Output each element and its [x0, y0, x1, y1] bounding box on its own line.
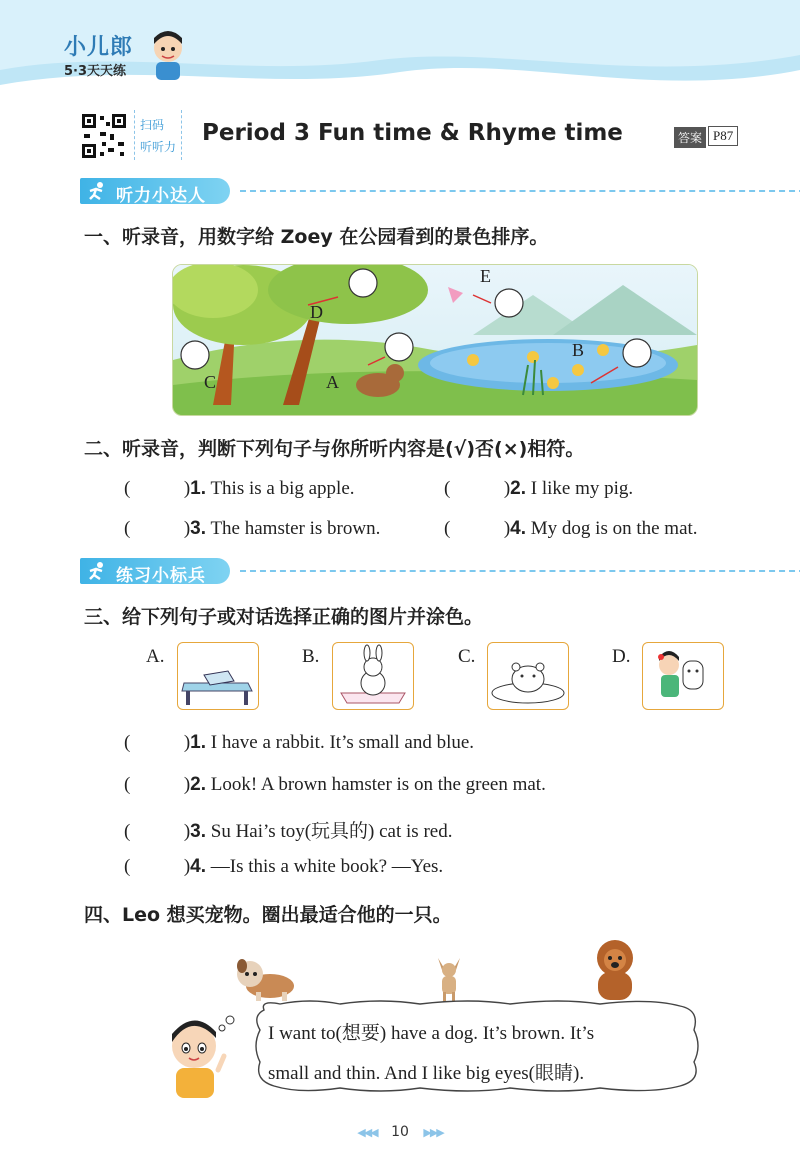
book-on-table-picture[interactable]	[177, 642, 259, 710]
qr-code-icon[interactable]	[80, 112, 128, 160]
scene-label-e: E	[480, 266, 491, 286]
item-number: 3.	[190, 821, 207, 842]
mascot-icon	[148, 28, 188, 82]
bulldog-puppy-picture[interactable]	[234, 956, 300, 1002]
leo-boy-picture	[162, 1008, 238, 1100]
scan-label: 扫码	[140, 118, 165, 132]
q2-item-2	[444, 478, 633, 500]
close-paren: )	[503, 478, 511, 499]
next-page-arrows[interactable]: ▶▶▶	[423, 1126, 443, 1139]
bubble-line-1: I want to(想要) have a dog. It’s brown. It’s	[268, 1023, 595, 1044]
answer-label: 答案	[674, 127, 706, 148]
scene-label-a: A	[326, 372, 339, 392]
chow-chow-dog-picture[interactable]	[592, 938, 638, 1004]
question-1-title: 一、听录音，用数字给 Zoey 在公园看到的景色排序。	[84, 226, 549, 248]
page-title: Period 3 Fun time & Rhyme time	[202, 120, 623, 146]
answer-page: P87	[708, 126, 738, 146]
close-paren: )	[503, 518, 511, 539]
close-paren: )	[183, 821, 191, 842]
item-number: 4.	[510, 518, 527, 539]
q2-item-4	[444, 518, 698, 540]
open-paren: (	[124, 821, 131, 842]
section-banner-practice	[80, 558, 800, 584]
series-name: 5·3天天练	[64, 64, 127, 79]
item-text: The hamster is brown.	[210, 518, 381, 539]
q3-item-1	[124, 732, 474, 754]
close-paren: )	[183, 732, 191, 753]
item-text: I have a rabbit. It’s small and blue.	[210, 732, 475, 753]
open-paren: (	[124, 856, 131, 877]
banner-text: 听力小达人	[116, 186, 206, 206]
girl-with-toy-cat-picture[interactable]	[642, 642, 724, 710]
q2-item-3	[124, 518, 380, 540]
question-2-title: 二、听录音，判断下列句子与你所听内容是(√)否(×)相符。	[84, 438, 585, 460]
rabbit-on-mat-picture[interactable]	[332, 642, 414, 710]
item-text: Look! A brown hamster is on the green mat.	[210, 774, 546, 795]
open-paren: (	[124, 478, 131, 499]
open-paren: (	[444, 478, 451, 499]
question-4-title: 四、Leo 想买宠物。圈出最适合他的一只。	[84, 904, 452, 926]
bubble-line-2: small and thin. And I like big eyes(眼睛).	[268, 1063, 585, 1084]
question-3-title: 三、给下列句子或对话选择正确的图片并涂色。	[84, 606, 484, 628]
close-paren: )	[183, 478, 191, 499]
open-paren: (	[124, 732, 131, 753]
hamster-on-mat-picture[interactable]	[487, 642, 569, 710]
item-number: 2.	[510, 478, 527, 499]
item-number: 4.	[190, 856, 207, 877]
listen-label: 听听力	[140, 140, 177, 154]
item-number: 1.	[190, 478, 207, 499]
close-paren: )	[183, 518, 191, 539]
item-text: Su Hai’s toy(玩具的) cat is red.	[210, 821, 453, 842]
park-scene-image	[172, 264, 698, 416]
open-paren: (	[124, 774, 131, 795]
brand-logo: 小儿郎	[64, 35, 134, 60]
q2-item-1	[124, 478, 355, 500]
item-number: 3.	[190, 518, 207, 539]
section-banner-listening	[80, 178, 800, 204]
q3-item-3	[124, 816, 452, 843]
option-d-letter: D.	[612, 646, 631, 667]
item-text: —Is this a white book? —Yes.	[210, 856, 444, 877]
scene-label-b: B	[572, 340, 585, 360]
page-footer	[0, 1124, 800, 1140]
open-paren: (	[124, 518, 131, 539]
option-b-letter: B.	[302, 646, 320, 667]
banner-text: 练习小标兵	[116, 566, 206, 586]
scene-label-d: D	[310, 302, 323, 322]
scene-label-c: C	[204, 372, 217, 392]
close-paren: )	[183, 856, 191, 877]
option-c-letter: C.	[458, 646, 476, 667]
item-text: I like my pig.	[530, 478, 634, 499]
option-a-letter: A.	[146, 646, 165, 667]
running-figure-icon	[86, 181, 108, 201]
prev-page-arrows[interactable]: ◀◀◀	[357, 1126, 377, 1139]
q3-item-2	[124, 774, 546, 796]
running-figure-icon	[86, 561, 108, 581]
close-paren: )	[183, 774, 191, 795]
open-paren: (	[444, 518, 451, 539]
q3-item-4	[124, 856, 443, 878]
chihuahua-picture[interactable]	[432, 954, 466, 1002]
item-text: My dog is on the mat.	[530, 518, 698, 539]
item-text: This is a big apple.	[210, 478, 355, 499]
item-number: 1.	[190, 732, 207, 753]
item-number: 2.	[190, 774, 207, 795]
page-number: 10	[391, 1124, 409, 1140]
